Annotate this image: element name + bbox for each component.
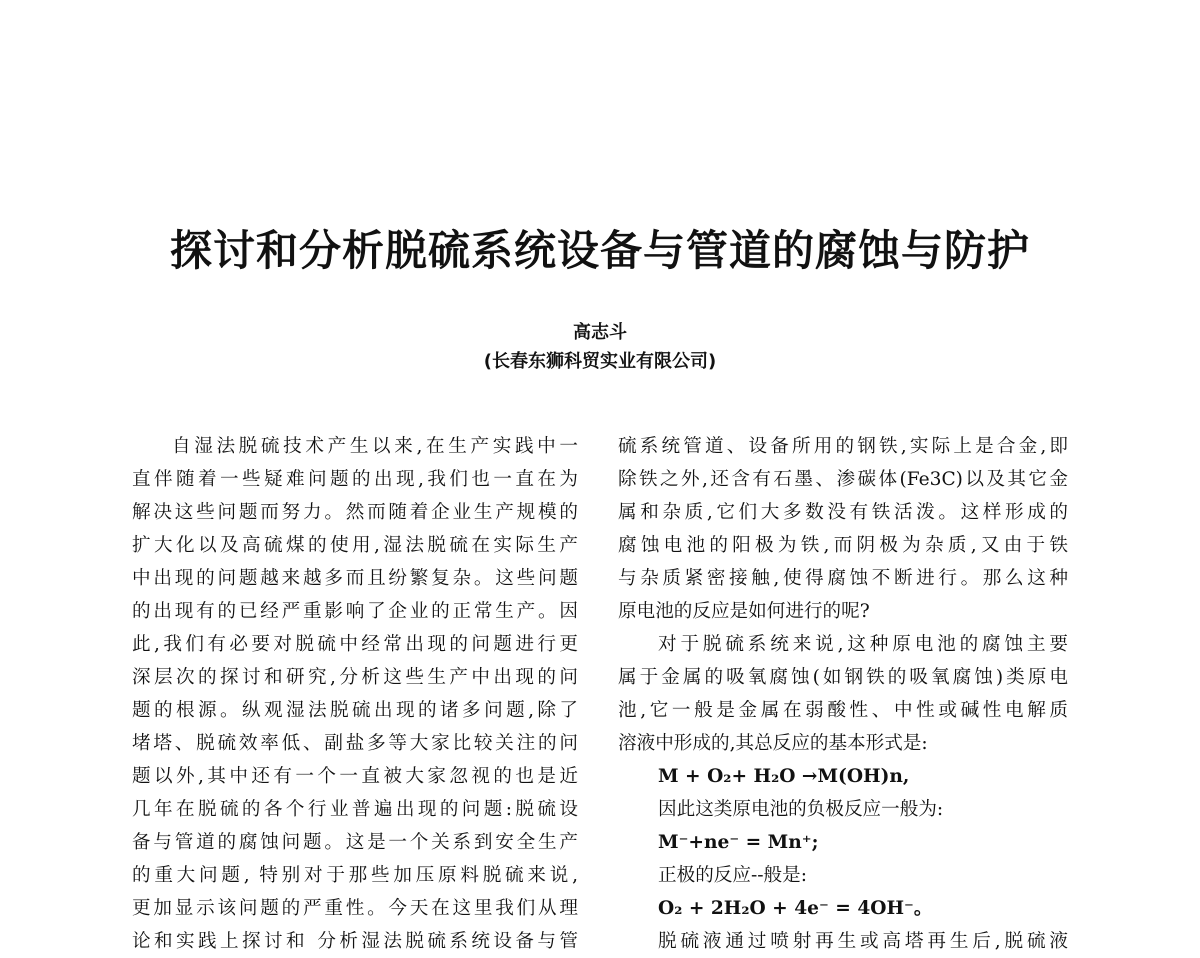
paragraph-line: 中出现的问题越来越多而且纷繁复杂。这些问题 (132, 568, 578, 589)
paragraph-line: 的出现有的已经严重影响了企业的正常生产。因 (132, 601, 578, 622)
paragraph-line: 堵塔、脱硫效率低、副盐多等大家比较关注的问 (132, 733, 578, 754)
paragraph-line: 自湿法脱硫技术产生以来,在生产实践中一 (172, 436, 578, 457)
paragraph-line: 解决这些问题而努力。然而随着企业生产规模的 (132, 502, 578, 523)
paragraph-line: 更加显示该问题的严重性。今天在这里我们从理 (132, 898, 578, 919)
paragraph-line: 题以外,其中还有一个一直被大家忽视的也是近 (132, 766, 578, 787)
paragraph-line: 硫系统管道、设备所用的钢铁,实际上是合金,即 (618, 436, 1068, 457)
paragraph-line: 属和杂质,它们大多数没有铁活泼。这样形成的 (618, 502, 1068, 523)
author-affiliation: (长春东狮科贸实业有限公司) (483, 351, 717, 372)
equation-negative-electrode: M⁻+ne⁻ = Mn⁺; (658, 832, 819, 853)
paragraph-line: 属于金属的吸氧腐蚀(如钢铁的吸氧腐蚀)类原电 (618, 667, 1068, 688)
paragraph-line: 原电池的反应是如何进行的呢? (618, 601, 870, 622)
paragraph-line: 直伴随着一些疑难问题的出现,我们也一直在为 (132, 469, 578, 490)
paragraph-line: 对于脱硫系统来说,这种原电池的腐蚀主要 (658, 634, 1068, 655)
paragraph-line: 此,我们有必要对脱硫中经常出现的问题进行更 (132, 634, 578, 655)
author-name: 高志斗 (573, 322, 627, 343)
paragraph-line: 除铁之外,还含有石墨、渗碳体(Fe3C)以及其它金 (618, 469, 1068, 490)
paragraph-line: 正极的反应--般是: (658, 865, 807, 886)
paragraph-line: 论和实践上探讨和 分析湿法脱硫系统设备与管 (132, 931, 578, 952)
paragraph-line: 题的根源。纵观湿法脱硫出现的诸多问题,除了 (132, 700, 578, 721)
paragraph-line: 扩大化以及高硫煤的使用,湿法脱硫在实际生产 (132, 535, 578, 556)
right-column (618, 430, 1068, 958)
paragraph-line: 的重大问题, 特别对于那些加压原料脱硫来说, (132, 865, 578, 886)
paragraph-line: 腐蚀电池的阳极为铁,而阴极为杂质,又由于铁 (618, 535, 1068, 556)
paper-title: 探讨和分析脱硫系统设备与管道的腐蚀与防护 (169, 226, 1030, 275)
equation-total-reaction: M + O₂+ H₂O →M(OH)n, (658, 766, 910, 787)
paragraph-line: 深层次的探讨和研究,分析这些生产中出现的问 (132, 667, 578, 688)
paragraph-line: 备与管道的腐蚀问题。这是一个关系到安全生产 (132, 832, 578, 853)
paragraph-line: 因此这类原电池的负极反应一般为: (658, 799, 944, 820)
paragraph-line: 与杂质紧密接触,使得腐蚀不断进行。那么这种 (618, 568, 1068, 589)
paragraph-line: 脱硫液通过喷射再生或高塔再生后,脱硫液 (658, 931, 1068, 952)
paragraph-line: 几年在脱硫的各个行业普遍出现的问题:脱硫设 (132, 799, 578, 820)
paragraph-line: 池,它一般是金属在弱酸性、中性或碱性电解质 (618, 700, 1068, 721)
left-column (132, 430, 578, 958)
equation-positive-electrode: O₂ + 2H₂O + 4e⁻ = 4OH⁻。 (658, 898, 933, 919)
paragraph-line: 溶液中形成的,其总反应的基本形式是: (618, 733, 928, 754)
